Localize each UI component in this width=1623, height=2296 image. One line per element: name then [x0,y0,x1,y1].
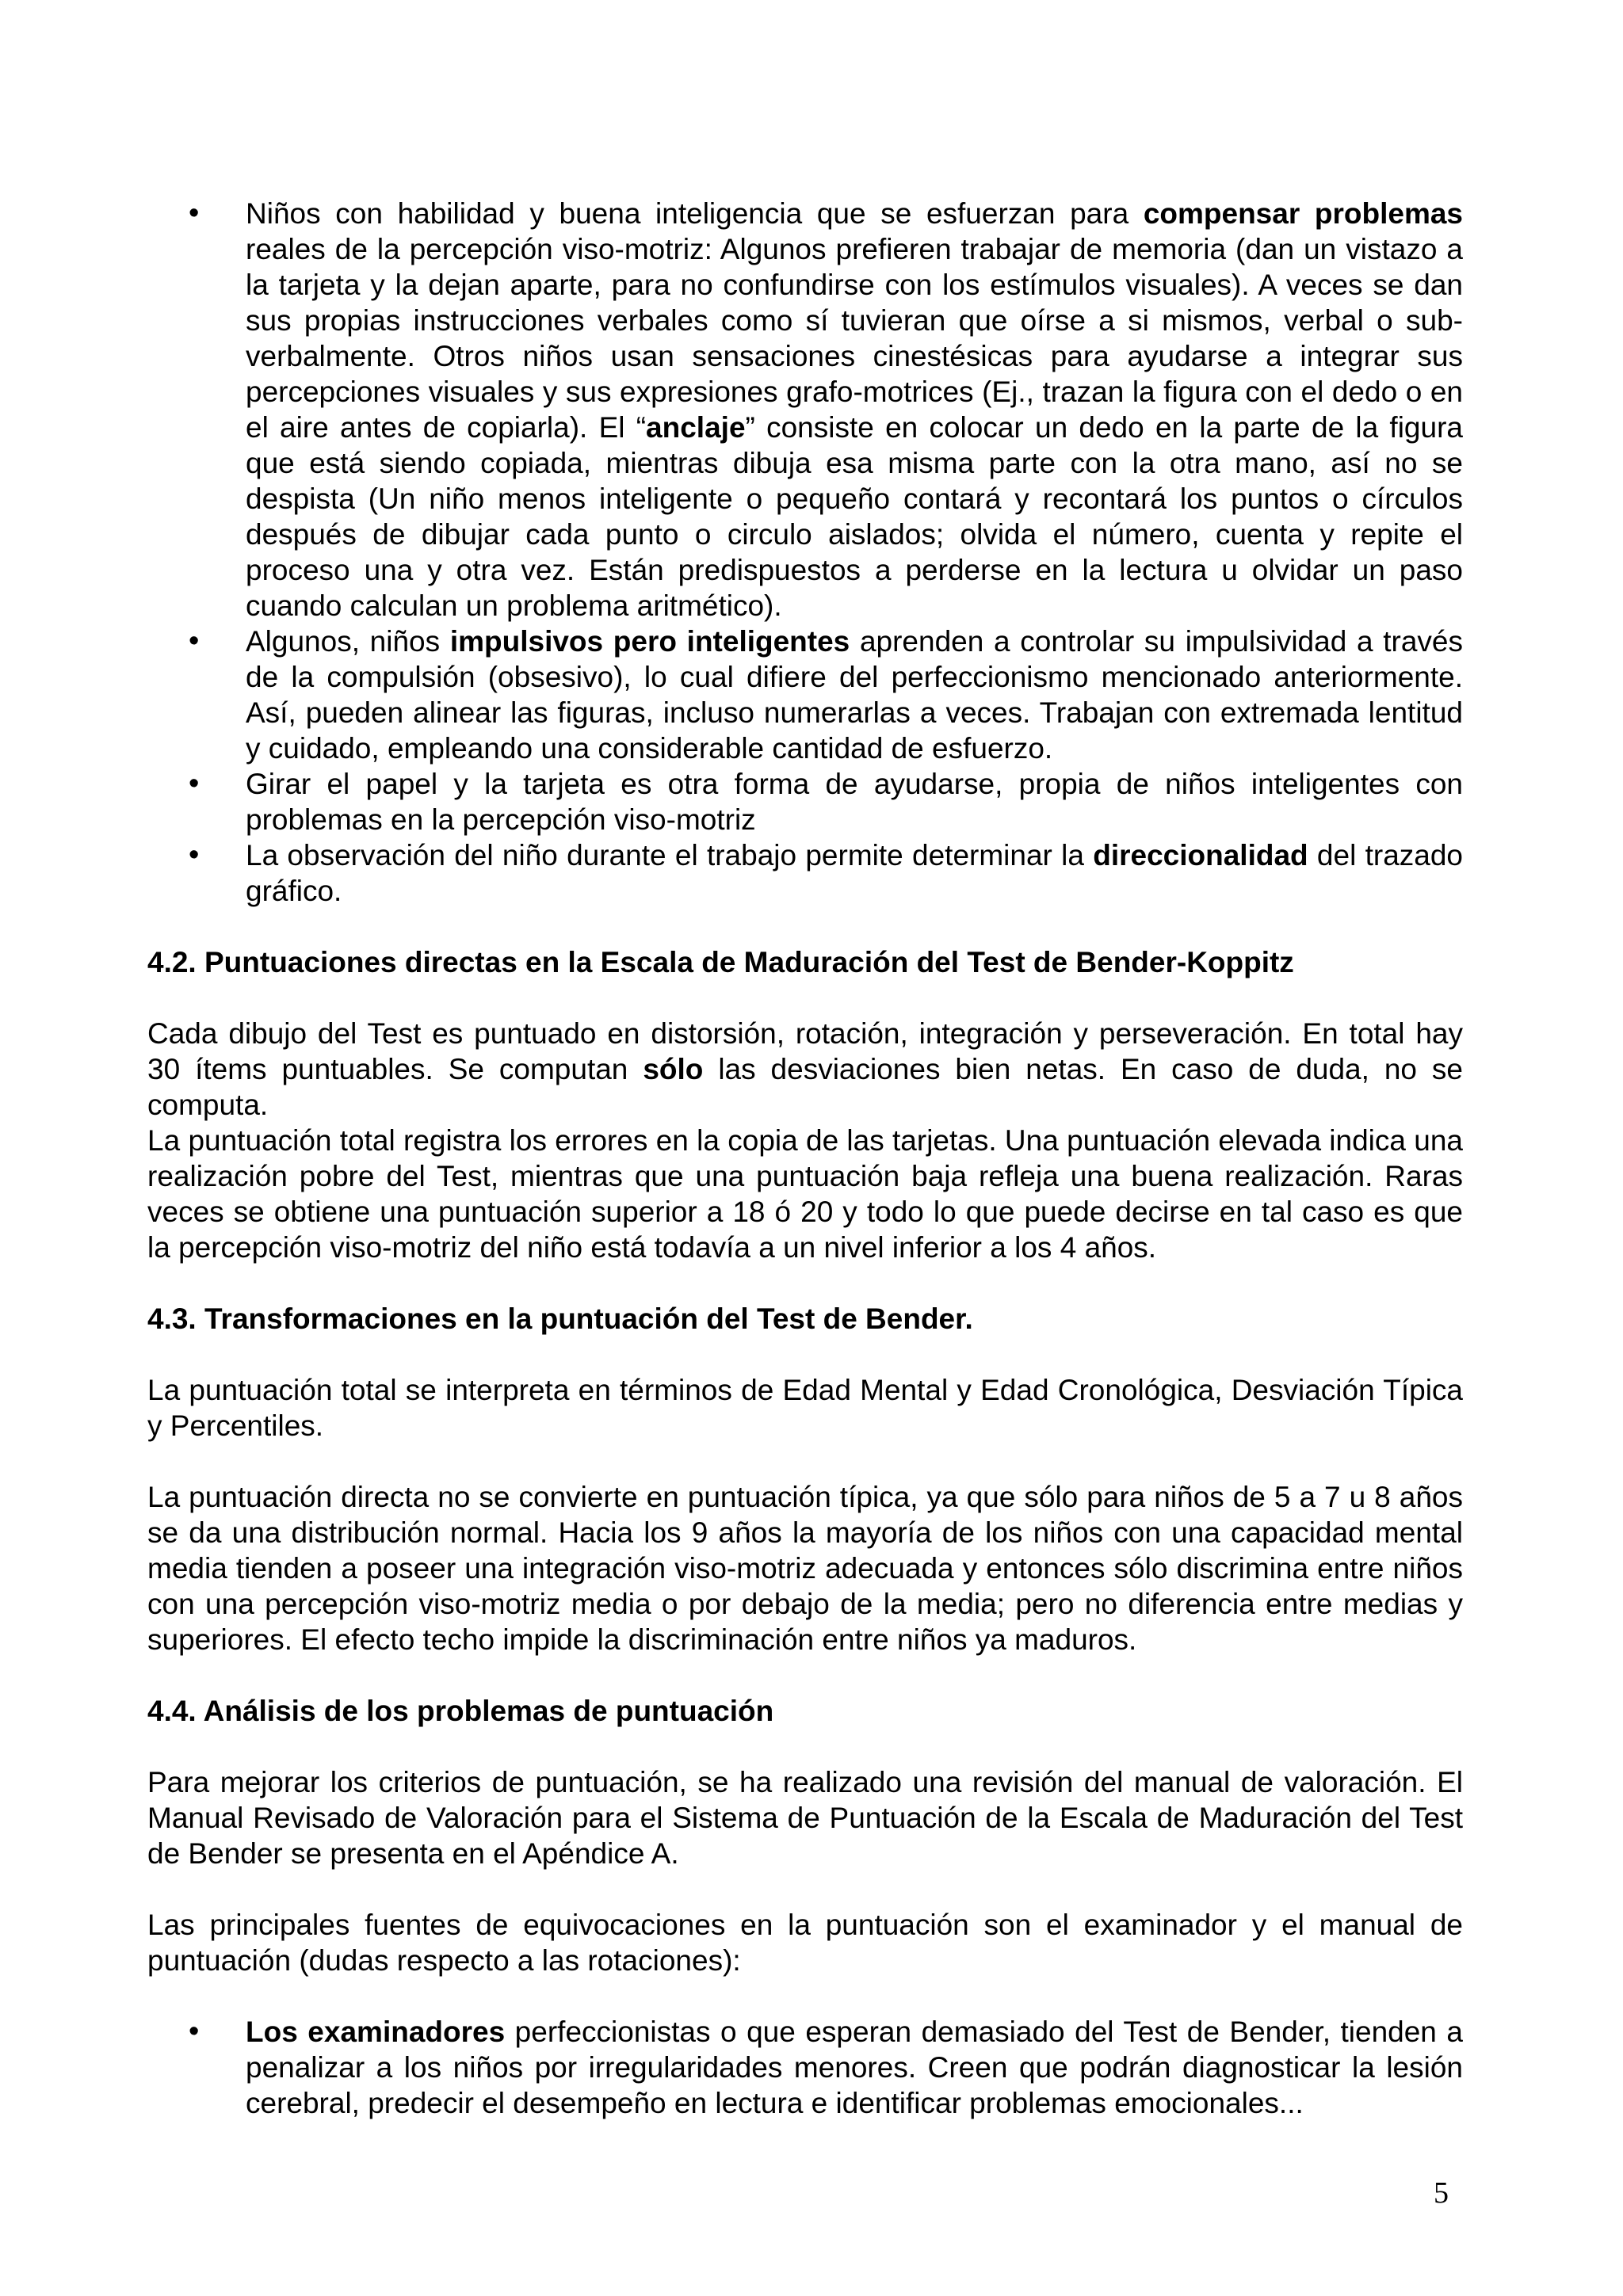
text-run: del trazado gráfico. [246,839,1464,907]
list-item [147,196,1463,624]
text-run: Girar el papel y la tarjeta es otra forma de ayudarse, propia de niños inteligentes con problemas en la percepción viso-motriz [246,768,1463,836]
bold-text: compensar problemas [1143,197,1463,230]
page-number: 5 [1434,2176,1449,2210]
page-body [147,196,1463,2121]
text-run: Cada dibujo del Test es puntuado en distorsión, rotación, integración y perseveración. En total hay 30 ítems puntuables. Se computan [147,1017,1463,1085]
text-run: Niños con habilidad y buena inteligencia que se esfuerzan para [246,197,1144,230]
text-run: perfeccionistas o que esperan demasiado del Test de Bender, tienden a penalizar a los niños por irregularidades menores. Creen que podrán diagnosticar la lesión cerebral, predecir el desempeño en lectura e identificar problemas emocionales... [246,2016,1463,2119]
list-item [147,624,1463,766]
list-item [147,766,1463,837]
bold-text: direccionalidad [1093,839,1308,871]
section-heading-4-2: 4.2. Puntuaciones directas en la Escala de Maduración del Test de Bender-Koppitz [147,946,1294,978]
section-heading-4-3: 4.3. Transformaciones en la puntuación del Test de Bender. [147,1302,973,1335]
bold-text: Los examinadores [246,2016,506,2048]
bold-text: sólo [643,1053,704,1085]
bold-text: impulsivos pero inteligentes [449,625,850,658]
text-run: aprenden a controlar su impulsividad a través de la compulsión (obsesivo), lo cual difiere del perfeccionismo mencionado anteriormente. Así, pueden alinear las figuras, incluso numerarlas a veces. Trabajan con extremada lentitud y cuidado, empleando una considerable cantidad de esfuerzo. [246,625,1463,765]
paragraph: La puntuación directa no se convierte en puntuación típica, ya que sólo para niños de 5 a 7 u 8 años se da una distribución normal. Hacia los 9 años la mayoría de los niños con una capacidad mental media tienden a poseer una integración viso-motriz adecuada y entonces sólo discrimina entre niños con una percepción viso-motriz media o por debajo de la media; pero no diferencia entre medias y superiores. El efecto techo impide la discriminación entre niños ya maduros. [147,1481,1463,1656]
section-heading-4-4: 4.4. Análisis de los problemas de puntuación [147,1695,774,1727]
bold-text: anclaje [646,411,746,444]
text-run: ” consiste en colocar un dedo en la parte de la figura que está siendo copiada, mientras dibuja esa misma parte con la otra mano, así no se despista (Un niño menos inteligente o pequeño contará y recontará los puntos o círculos después de dibujar cada punto o circulo aislados; olvida el número, cuenta y repite el proceso una y otra vez. Están predispuestos a perderse en la lectura u olvidar un paso cuando calculan un problema aritmético). [246,411,1463,622]
list-item [147,837,1463,909]
paragraph: La puntuación total registra los errores en la copia de las tarjetas. Una puntuación elevada indica una realización pobre del Test, mientras que una puntuación baja refleja una buena realización. Raras veces se obtiene una puntuación superior a 18 ó 20 y todo lo que puede decirse en tal caso es que la percepción viso-motriz del niño está todavía a un nivel inferior a los 4 años. [147,1124,1463,1264]
paragraph [147,1016,1463,1123]
bullet-list-sources [147,2014,1463,2121]
paragraph: Para mejorar los criterios de puntuación, se ha realizado una revisión del manual de valoración. El Manual Revisado de Valoración para el Sistema de Puntuación de la Escala de Maduración del Test de Bender se presenta en el Apéndice A. [147,1766,1463,1870]
list-item [147,2014,1463,2121]
text-run: La observación del niño durante el trabajo permite determinar la [246,839,1094,871]
text-run: Algunos, niños [246,625,450,658]
paragraph: Las principales fuentes de equivocaciones en la puntuación son el examinador y el manual de puntuación (dudas respecto a las rotaciones): [147,1909,1463,1977]
paragraph: La puntuación total se interpreta en términos de Edad Mental y Edad Cronológica, Desviación Típica y Percentiles. [147,1374,1463,1442]
text-run: reales de la percepción viso-motriz: Algunos prefieren trabajar de memoria (dan un vistazo a la tarjeta y la dejan aparte, para no confundirse con los estímulos visuales). A veces se dan sus propias instrucciones verbales como sí tuvieran que oírse a si mismos, verbal o sub-verbalmente. Otros niños usan sensaciones cinestésicas para ayudarse a integrar sus percepciones visuales y sus expresiones grafo-motrices (Ej., trazan la figura con el dedo o en el aire antes de copiarla). El “ [246,233,1463,444]
text-run: las desviaciones bien netas. En caso de duda, no se computa. [147,1053,1463,1121]
bullet-list-strategies [147,196,1463,909]
